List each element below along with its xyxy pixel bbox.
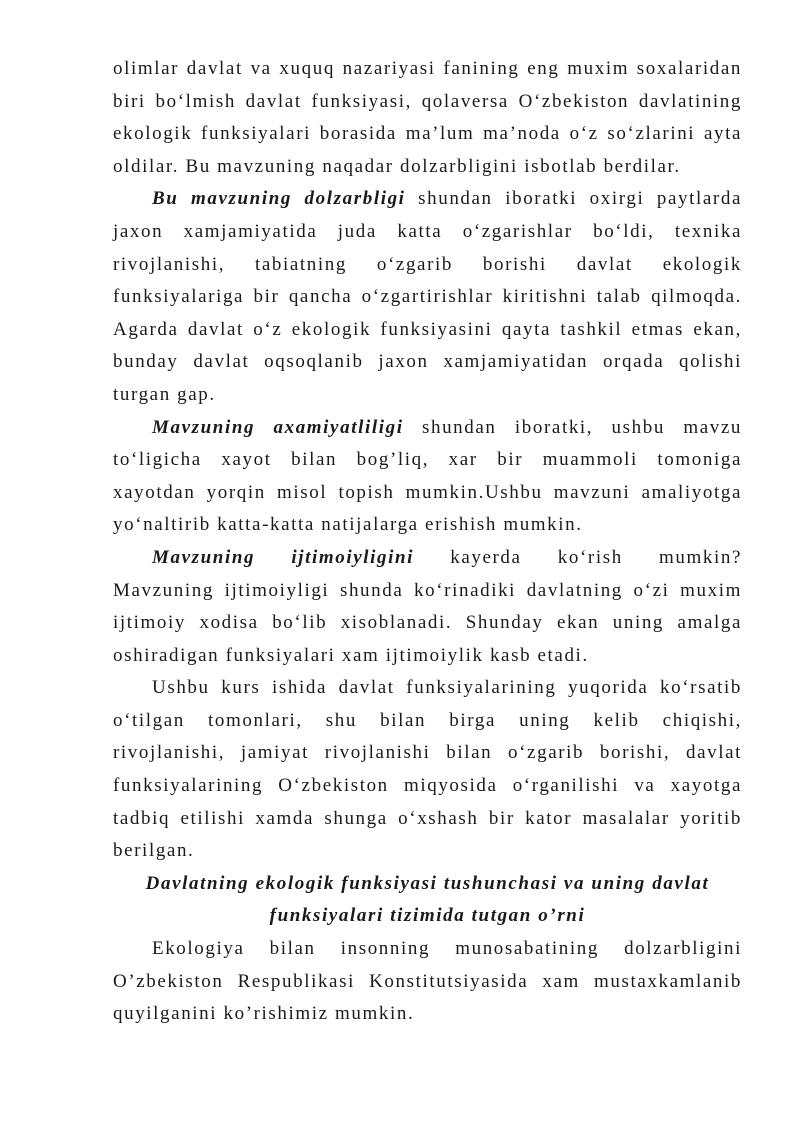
paragraph-line: biri bo‘lmish davlat funksiyasi, qolaversa O‘zbekiston davlatining: [113, 90, 742, 112]
paragraph-line: quyilganini ko’rishimiz mumkin.: [113, 1003, 415, 1025]
paragraph-text: shundan iboratki, ushbu mavzu: [403, 416, 743, 438]
paragraph-line: O’zbekiston Respublikasi Konstitutsiyasida xam mustaxkamlanib: [113, 970, 742, 992]
paragraph-line: rivojlanishi, tabiatning o‘zgarib borishi davlat ekologik: [113, 253, 742, 275]
paragraph-line: berilgan.: [113, 840, 195, 862]
paragraph-line: Ushbu kurs ishida davlat funksiyalarining yuqorida ko‘rsatib: [152, 677, 742, 699]
bold-italic-lead: Mavzuning ijtimoiyligini: [152, 546, 415, 568]
paragraph-line: oshiradigan funksiyalari xam ijtimoiylik kasb etadi.: [113, 644, 589, 666]
paragraph-line: ekologik funksiyalari borasida ma’lum ma’noda o‘z so‘zlarini ayta: [113, 123, 742, 145]
paragraph-line: turgan gap.: [113, 383, 216, 405]
paragraph-line: [113, 183, 742, 216]
paragraph-line: [113, 412, 742, 445]
paragraph-line: Mavzuning ijtimoiyligi shunda ko‘rinadiki davlatning o‘zi muxim: [113, 579, 742, 601]
paragraph-line: o‘tilgan tomonlari, shu bilan birga uning kelib chiqishi,: [113, 709, 742, 731]
paragraph-line: jaxon xamjamiyatida juda katta o‘zgarishlar bo‘ldi, texnika: [113, 220, 742, 242]
paragraph-line: ijtimoiy xodisa bo‘lib xisoblanadi. Shunday ekan uning amalga: [113, 612, 742, 634]
paragraph-line: oldilar. Bu mavzuning naqadar dolzarbligini isbotlab berdilar.: [113, 155, 681, 177]
paragraph-line: xayotdan yorqin misol topish mumkin.Ushbu mavzuni amaliyotga: [113, 481, 742, 503]
paragraph-line: Ekologiya bilan insonning munosabatining dolzarbligini: [152, 938, 742, 960]
paragraph-line: rivojlanishi, jamiyat rivojlanishi bilan o‘zgarib borishi, davlat: [113, 742, 742, 764]
bold-italic-lead: Mavzuning axamiyatliligi: [152, 416, 404, 438]
paragraph-line: [113, 542, 742, 575]
bold-italic-lead: Bu mavzuning dolzarbligi: [152, 188, 406, 210]
section-heading: funksiyalari tizimida tutgan o’rni: [269, 905, 586, 927]
paragraph-line: tadbiq etilishi xamda shunga o‘xshash bir kator masalalar yoritib: [113, 807, 742, 829]
paragraph-line: Agarda davlat o‘z ekologik funksiyasini qayta tashkil etmas ekan,: [113, 318, 742, 340]
paragraph-line: olimlar davlat va xuquq nazariyasi fanining eng muxim soxalaridan: [113, 58, 742, 79]
section-heading: Davlatning ekologik funksiyasi tushunchasi va uning davlat: [145, 872, 710, 894]
paragraph-text: kayerda ko‘rish mumkin?: [414, 546, 743, 568]
paragraph-line: to‘ligicha xayot bilan bog’liq, xar bir muammoli tomoniga: [113, 449, 742, 471]
paragraph-line: yo‘naltirib katta-katta natijalarga erishish mumkin.: [113, 514, 583, 536]
document-page: [113, 53, 742, 1031]
paragraph-line: funksiyalarining O‘zbekiston miqyosida o‘rganilishi va xayotga: [113, 775, 742, 797]
paragraph-line: funksiyalariga bir qancha o‘zgartirishlar kiritishni talab qilmoqda.: [113, 286, 742, 308]
paragraph-line: bunday davlat oqsoqlanib jaxon xamjamiyatidan orqada qolishi: [113, 351, 742, 373]
paragraph-text: shundan iboratki oxirgi paytlarda: [405, 188, 742, 210]
